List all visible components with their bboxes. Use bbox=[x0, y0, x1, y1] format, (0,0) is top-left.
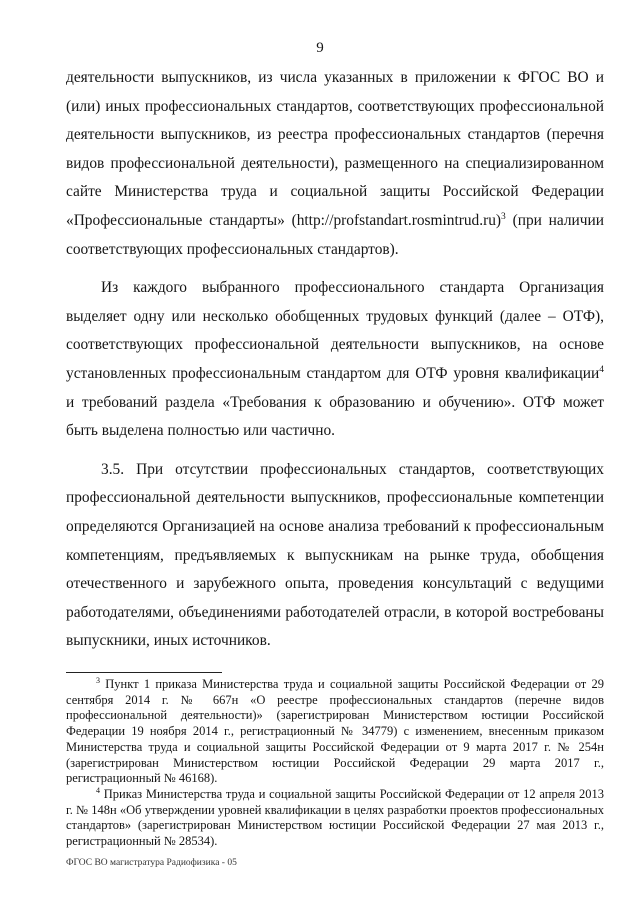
footer-label: ФГОС ВО магистратура Радиофизика - 05 bbox=[66, 858, 237, 868]
paragraph-text: Из каждого выбранного профессионального стандарта Организация выделяет одну или несколько обобщенных трудовых функций (далее – ОТФ), соответствующих профессиональной деятельности выпускников, на основе установленных профессиональным стандартом для ОТФ уровня квалификации bbox=[66, 279, 604, 382]
main-text bbox=[66, 64, 604, 656]
footnote-ref-4: 4 bbox=[599, 364, 604, 375]
footnote-separator bbox=[66, 672, 222, 673]
paragraph-text: деятельности выпускников, из числа указанных в приложении к ФГОС ВО и (или) иных профессиональных стандартов, соответствующих профессиональной деятельности выпускников, из реестра профессиональных стандартов (перечня видов профессиональной деятельности), размещенного на специализированном сайте Министерства труда и социальной защиты Российской Федерации «Профессиональные стандарты» (http://profstandart.rosmintrud.ru) bbox=[66, 69, 604, 229]
paragraph-3-5: 3.5. При отсутствии профессиональных стандартов, соответствующих профессиональной деятельности выпускников, профессиональные компетенции определяются Организацией на основе анализа требований к профессиональным компетенциям, предъявляемых к выпускникам на рынке труда, обобщения отечественного и зарубежного опыта, проведения консультаций с ведущими работодателями, объединениями работодателей отрасли, в которой востребованы выпускники, иных источников. bbox=[66, 460, 604, 650]
footnote-text: Пункт 1 приказа Министерства труда и социальной защиты Российской Федерации от 29 сентября 2014 г. № 667н «О реестре профессиональных стандартов (перечне видов профессиональной деятельности)» (зарегистрирован Министерством юстиции Российской Федерации 19 ноября 2014 г., регистрационный № 34779) с изменением, внесенным приказом Министерства труда и социальной защиты Российской Федерации от 9 марта 2017 г. № 254н (зарегистрирован Министерством юстиции Российской Федерации 29 марта 2017 г., регистрационный № 46168). bbox=[66, 677, 604, 786]
footnote-4 bbox=[66, 787, 604, 850]
page-number: 9 bbox=[316, 40, 324, 56]
footnote-text: Приказ Министерства труда и социальной защиты Российской Федерации от 12 апреля 2013 г. № 148н «Об утверждении уровней квалификации в целях разработки проектов профессиональных стандартов» (зарегистрирован Министерством юстиции Российской Федерации 27 мая 2013 г., регистрационный № 28534). bbox=[66, 786, 604, 849]
paragraph-text: (при наличии соответствующих профессиональных стандартов). bbox=[66, 211, 604, 258]
paragraph-otf bbox=[66, 274, 604, 446]
paragraph-continuation bbox=[66, 64, 604, 264]
paragraph-text: и требований раздела «Требования к образованию и обучению». ОТФ может быть выделена полностью или частично. bbox=[66, 393, 604, 440]
footnote-marker: 3 bbox=[96, 675, 100, 685]
footnote-ref-3: 3 bbox=[501, 211, 506, 222]
footnote-marker: 4 bbox=[96, 785, 100, 795]
footnote-3 bbox=[66, 677, 604, 787]
footnotes bbox=[66, 677, 604, 850]
